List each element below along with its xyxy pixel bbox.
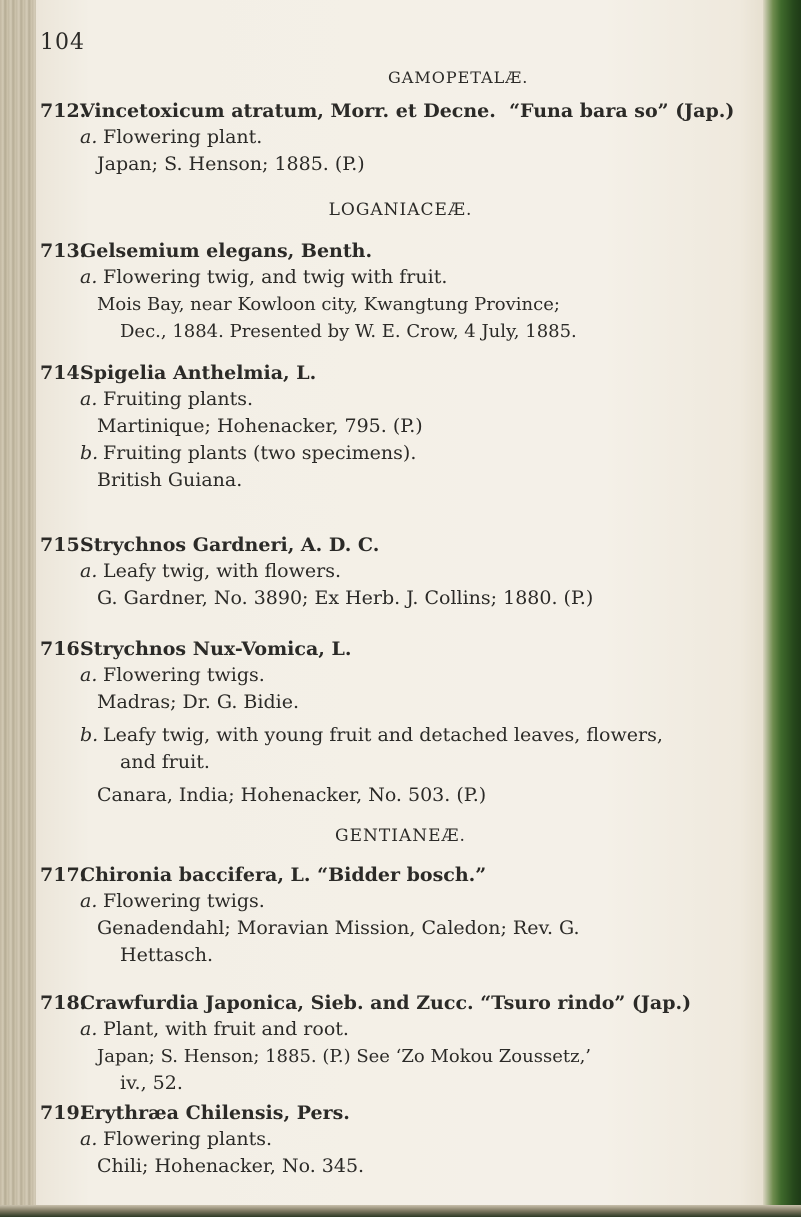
specimen-source: Mois Bay, near Kowloon city, Kwangtung Province; [97,294,560,315]
specimen-letter: a. [80,664,98,686]
entry-heading [40,360,766,386]
entry-heading [40,98,766,124]
specimen-b [40,440,766,467]
entry-number: 715. [40,534,87,556]
specimen-letter: a. [80,388,98,410]
specimen-a [40,662,766,689]
specimen-description: Fruiting plants. [103,388,254,410]
entry-number: 718. [40,992,87,1014]
specimen-description: Flowering twig, and twig with fruit. [103,266,448,288]
species-name: Spigelia Anthelmia, L. [80,362,317,384]
entry-number: 712. [40,100,87,122]
entry-number: 714. [40,362,87,384]
specimen-description: Flowering twigs. [103,890,265,912]
entry-714 [40,360,766,494]
entry-717 [40,862,766,969]
specimen-description: Flowering plants. [103,1128,273,1150]
specimen-source-cont: iv., 52. [120,1072,183,1094]
specimen-letter: a. [80,1128,98,1150]
entry-heading [40,238,766,264]
specimen-source: Genadendahl; Moravian Mission, Caledon; Rev. G. [97,917,580,939]
specimen-source: Martinique; Hohenacker, 795. (P.) [97,415,423,437]
specimen-letter: b. [80,724,99,746]
specimen-description: Flowering twigs. [103,664,265,686]
specimen-description: Fruiting plants (two specimens). [103,442,417,464]
specimen-letter: b. [80,442,99,464]
entry-715 [40,532,766,612]
species-name: Chironia baccifera, L. “Bidder bosch.” [80,864,487,886]
species-name: Crawfurdia Japonica, Sieb. and Zucc. “Tsuro rindo” (Jap.) [80,992,692,1014]
entry-heading [40,636,766,662]
specimen-source: Madras; Dr. G. Bidie. [97,691,299,713]
entry-heading [40,1100,766,1126]
entry-number: 716. [40,638,87,660]
bottom-page-edge [0,1205,801,1217]
specimen-a [40,124,766,151]
vernacular-name: “Funa bara so” (Jap.) [509,100,735,122]
running-head: GAMOPETALÆ. [388,68,529,87]
specimen-description: Plant, with fruit and root. [103,1018,349,1040]
specimen-b [40,722,766,749]
specimen-description: Flowering plant. [103,126,263,148]
specimen-source: British Guiana. [97,469,243,491]
specimen-letter: a. [80,266,98,288]
specimen-a [40,888,766,915]
specimen-letter: a. [80,1018,98,1040]
species-name: Gelsemium elegans, Benth. [80,240,373,262]
family-heading-loganiaceae: LOGANIACEÆ. [328,200,473,220]
specimen-letter: a. [80,126,98,148]
specimen-source: G. Gardner, No. 3890; Ex Herb. J. Collins; 1880. (P.) [97,587,594,609]
entry-number: 713. [40,240,87,262]
species-name: Strychnos Nux-Vomica, L. [80,638,352,660]
specimen-description: Leafy twig, with young fruit and detached leaves, flowers, [103,724,663,746]
entry-718 [40,990,766,1097]
family-heading-gentianeae: GENTIANEÆ. [335,826,466,846]
specimen-a [40,264,766,291]
entry-heading [40,862,766,888]
entry-712 [40,98,766,178]
entry-number: 719. [40,1102,87,1124]
page-number: 104 [40,30,85,55]
specimen-source: Chili; Hohenacker, No. 345. [97,1155,365,1177]
right-binding-edge [763,0,801,1217]
species-name: Vincetoxicum atratum, Morr. et Decne. [80,100,496,122]
specimen-letter: a. [80,560,98,582]
specimen-a [40,1126,766,1153]
entry-number: 717. [40,864,87,886]
specimen-source: Japan; S. Henson; 1885. (P.) See ‘Zo Mokou Zoussetz,’ [97,1046,592,1067]
specimen-a [40,558,766,585]
specimen-a [40,1016,766,1043]
specimen-description-cont: and fruit. [120,751,210,773]
entry-713 [40,238,766,345]
specimen-a [40,386,766,413]
left-binding-gutter [0,0,36,1217]
specimen-description: Leafy twig, with flowers. [103,560,342,582]
entry-heading [40,532,766,558]
species-name: Erythræa Chilensis, Pers. [80,1102,350,1124]
specimen-source: Canara, India; Hohenacker, No. 503. (P.) [97,784,487,806]
specimen-source-cont: Hettasch. [120,944,214,966]
specimen-letter: a. [80,890,98,912]
specimen-source-cont: Dec., 1884. Presented by W. E. Crow, 4 July, 1885. [120,321,577,342]
entry-716 [40,636,766,809]
species-name: Strychnos Gardneri, A. D. C. [80,534,380,556]
specimen-source: Japan; S. Henson; 1885. (P.) [97,153,365,175]
entry-719 [40,1100,766,1180]
entry-heading [40,990,766,1016]
